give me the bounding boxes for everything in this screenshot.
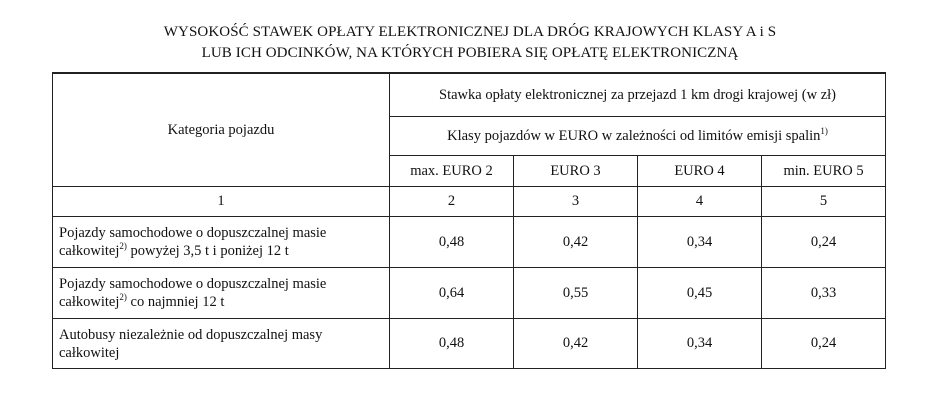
category-header: Kategoria pojazdu xyxy=(53,73,390,187)
rates-table xyxy=(52,72,886,369)
table-row xyxy=(53,319,886,369)
column-number: 1 xyxy=(53,187,390,217)
footnote-marker: 1) xyxy=(820,125,828,136)
column-number-row xyxy=(53,187,886,217)
euro-classes-header-text: Klasy pojazdów w EURO w zależności od limitów emisji spalin xyxy=(447,127,821,144)
rate-value: 0,42 xyxy=(514,217,638,268)
vehicle-category xyxy=(53,217,390,268)
title-line-1: WYSOKOŚĆ STAWEK OPŁATY ELEKTRONICZNEJ DLA DRÓG KRAJOWYCH KLASY A i S xyxy=(163,24,777,40)
rate-value: 0,55 xyxy=(514,268,638,319)
euro-column-header: EURO 3 xyxy=(514,156,638,187)
rate-value: 0,33 xyxy=(762,268,886,319)
table-row xyxy=(53,217,886,268)
rate-value: 0,34 xyxy=(638,319,762,369)
rate-value: 0,42 xyxy=(514,319,638,369)
column-number: 2 xyxy=(390,187,514,217)
vehicle-category xyxy=(53,319,390,369)
rate-value: 0,45 xyxy=(638,268,762,319)
euro-column-header: EURO 4 xyxy=(638,156,762,187)
title-line-2: LUB ICH ODCINKÓW, NA KTÓRYCH POBIERA SIĘ OPŁATĘ ELEKTRONICZNĄ xyxy=(201,45,739,61)
category-text-cont: powyżej 3,5 t i poniżej 12 t xyxy=(126,243,289,259)
category-text: Pojazdy samochodowe o dopuszczalnej masie całkowitej xyxy=(59,225,327,259)
rate-value: 0,64 xyxy=(390,268,514,319)
rate-header: Stawka opłaty elektronicznej za przejazd 1 km drogi krajowej (w zł) xyxy=(390,73,886,117)
footnote-marker: 2) xyxy=(119,292,127,302)
rate-value: 0,48 xyxy=(390,319,514,369)
table-row xyxy=(53,268,886,319)
euro-column-header: max. EURO 2 xyxy=(390,156,514,187)
rate-value: 0,24 xyxy=(762,217,886,268)
document-title xyxy=(0,22,940,64)
category-text-cont: co najmniej 12 t xyxy=(126,294,225,310)
header-row-rate xyxy=(53,73,886,117)
column-number: 4 xyxy=(638,187,762,217)
column-number: 5 xyxy=(762,187,886,217)
euro-column-header: min. EURO 5 xyxy=(762,156,886,187)
footnote-marker: 2) xyxy=(119,241,127,251)
column-number: 3 xyxy=(514,187,638,217)
rate-value: 0,34 xyxy=(638,217,762,268)
vehicle-category xyxy=(53,268,390,319)
euro-classes-header xyxy=(390,117,886,156)
category-text: Pojazdy samochodowe o dopuszczalnej masie całkowitej xyxy=(59,276,327,310)
category-text: Autobusy niezależnie od dopuszczalnej masy całkowitej xyxy=(59,326,323,361)
rate-value: 0,48 xyxy=(390,217,514,268)
rate-value: 0,24 xyxy=(762,319,886,369)
